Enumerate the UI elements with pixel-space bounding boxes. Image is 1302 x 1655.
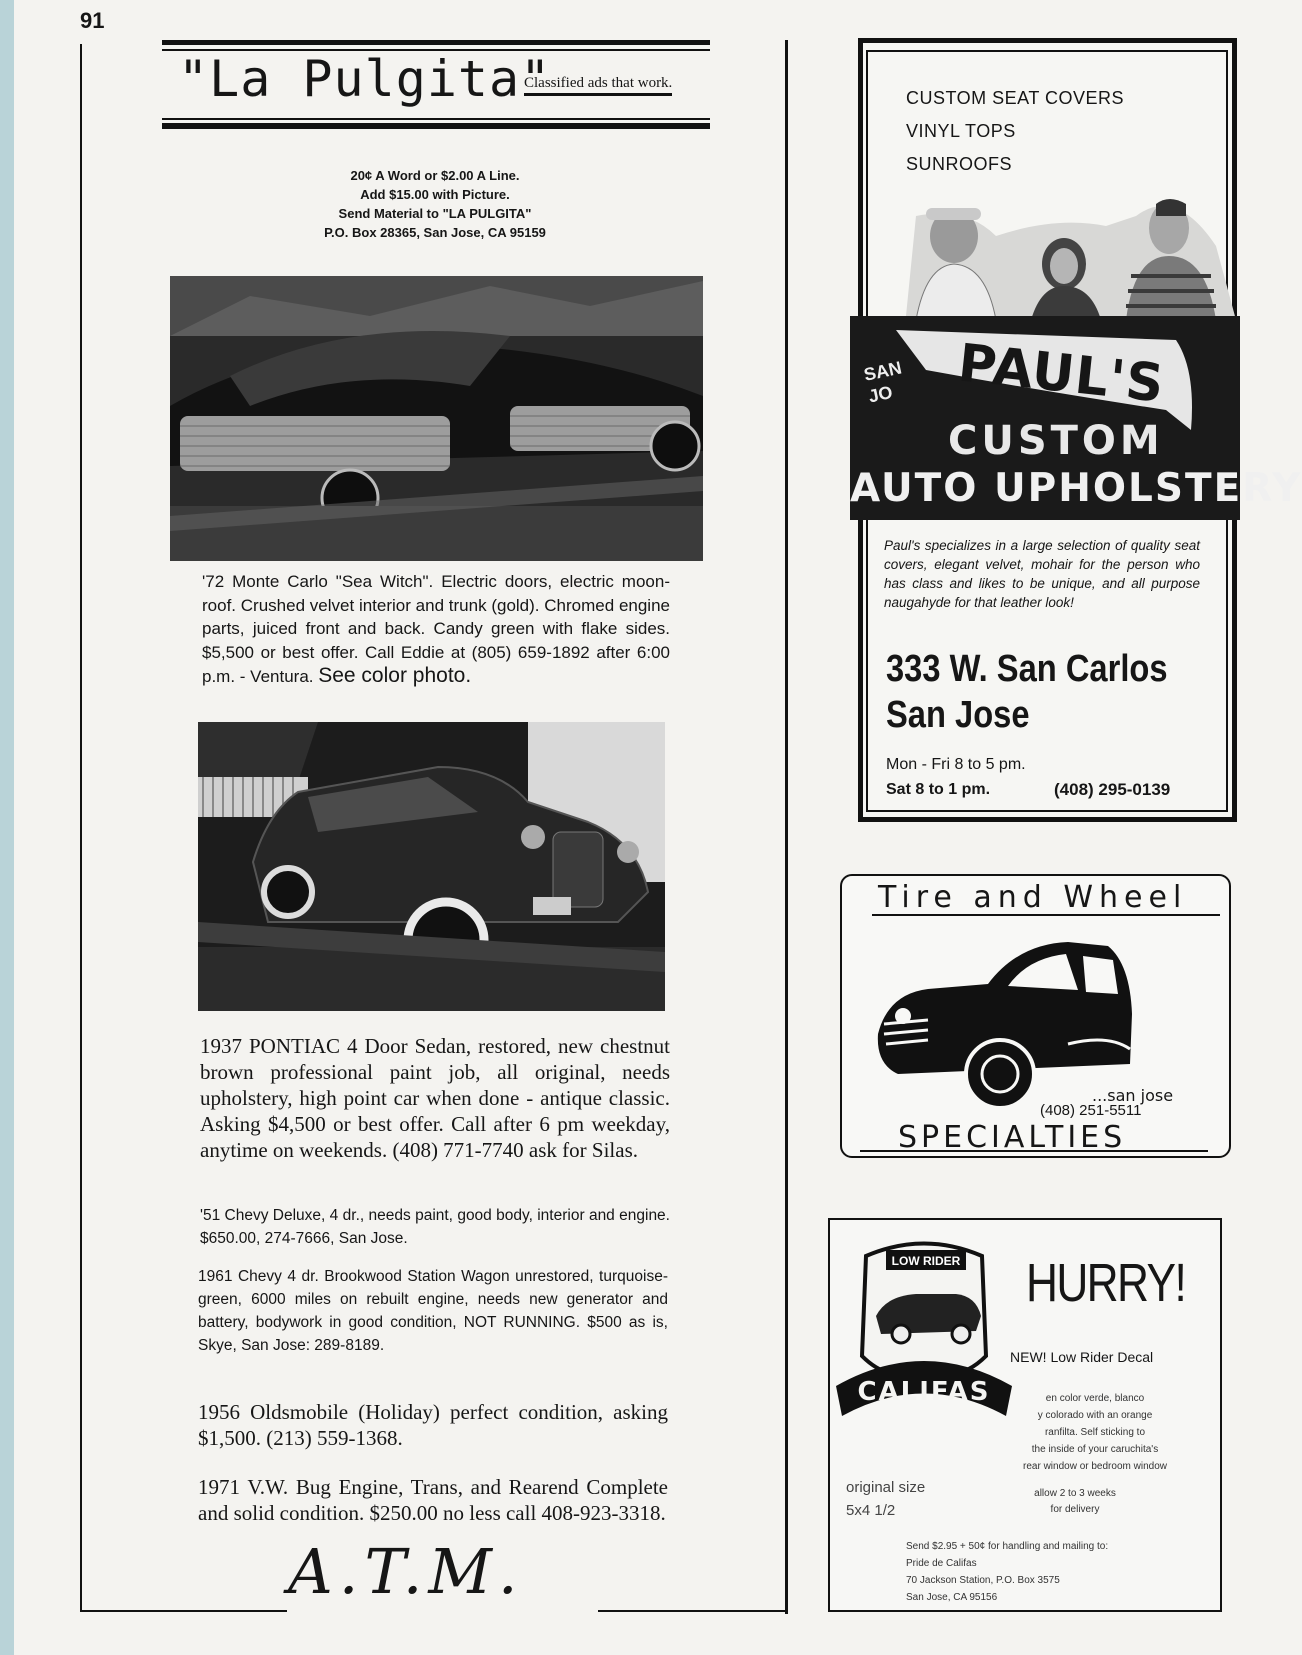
service-item: CUSTOM SEAT COVERS bbox=[906, 88, 1125, 108]
rate-line: Send Material to "LA PULGITA" bbox=[338, 206, 532, 221]
classifieds-tagline: Classified ads that work. bbox=[524, 75, 672, 96]
banner-auto-upholstery: AUTO UPHOLSTERY bbox=[850, 466, 1302, 511]
tire-wheel-specialties: SPECIALTIES bbox=[898, 1120, 1127, 1155]
ad-chevy-61: 1961 Chevy 4 dr. Brookwood Station Wagon unrestored, turquoise-green, 6000 miles on rebuilt engine, needs new generator and battery, bodywork in good condition, NOT RUNNING. $500 as is, Skye, San Jose: 289-8189. bbox=[198, 1268, 668, 1354]
header-rule-top bbox=[162, 40, 710, 45]
column-divider bbox=[785, 40, 788, 1614]
service-item: VINYL TOPS bbox=[906, 121, 1016, 141]
header-rule-bottom-thin bbox=[162, 118, 710, 120]
mailing-line: Send $2.95 + 50¢ for handling and mailing to: bbox=[906, 1541, 1109, 1552]
page-edge-strip bbox=[0, 0, 14, 1655]
pauls-phone: (408) 295-0139 bbox=[1054, 780, 1171, 799]
left-frame-rule bbox=[80, 44, 82, 1612]
tire-wheel-phone: (408) 251-5511 bbox=[1040, 1102, 1142, 1119]
rates-block bbox=[240, 166, 630, 242]
description-line: en color verde, blanco bbox=[1045, 1393, 1145, 1404]
pauls-staff-photo bbox=[906, 186, 1236, 320]
mailing-line: San Jose, CA 95156 bbox=[906, 1592, 998, 1603]
califas-subhead: NEW! Low Rider Decal bbox=[1010, 1349, 1154, 1365]
califas-badge-main: CALIFAS bbox=[857, 1377, 991, 1407]
ad-note: See color photo. bbox=[318, 664, 472, 687]
pauls-services bbox=[906, 82, 1124, 181]
monte-carlo-photo bbox=[170, 276, 703, 561]
page-number: 91 bbox=[80, 8, 105, 33]
service-item: SUNROOFS bbox=[906, 154, 1013, 174]
pontiac-photo bbox=[198, 722, 665, 1011]
bottom-frame-rule bbox=[598, 1610, 786, 1612]
pauls-address bbox=[886, 646, 1168, 738]
signature: A.T.M. bbox=[288, 1535, 524, 1608]
ad-text: '72 Monte Carlo "Sea Witch". Electric doors, electric moon-roof. Crushed velvet interior and trunk (gold). Chromed engine parts, juiced front and back. Candy green with flake sides. $5,500 or best offer. Call Eddie at (805) 659-1892 after 6:00 p.m. - Ventura. bbox=[202, 572, 670, 686]
rate-line: P.O. Box 28365, San Jose, CA 95159 bbox=[324, 225, 546, 240]
description-line: y colorado with an orange bbox=[1037, 1410, 1153, 1421]
size-label: original size bbox=[846, 1479, 926, 1496]
tire-wheel-title: Tire and Wheel bbox=[878, 880, 1188, 915]
califas-mailing bbox=[906, 1538, 1108, 1606]
description-line: rear window or bedroom window bbox=[1023, 1461, 1167, 1472]
delivery-line: for delivery bbox=[1050, 1504, 1100, 1515]
hours-saturday: Sat 8 to 1 pm. bbox=[886, 781, 991, 798]
califas-headline: HURRY! bbox=[1026, 1253, 1186, 1313]
ad-oldsmobile: 1956 Oldsmobile (Holiday) perfect condition, asking $1,500. (213) 559-1368. bbox=[198, 1400, 668, 1450]
califas-badge-top: LOW RIDER bbox=[891, 1254, 961, 1268]
address-line: San Jose bbox=[886, 694, 1030, 736]
address-line: 333 W. San Carlos bbox=[886, 648, 1168, 690]
califas-original-size bbox=[846, 1476, 925, 1522]
size-value: 5x4 1/2 bbox=[846, 1502, 896, 1519]
banner-san: SAN bbox=[862, 357, 904, 385]
ad-monte-carlo bbox=[202, 570, 670, 689]
tire-wheel-city: ...san jose bbox=[1092, 1086, 1174, 1105]
banner-jo: JO bbox=[866, 381, 895, 407]
mailing-line: Pride de Califas bbox=[906, 1558, 977, 1569]
pauls-hours bbox=[886, 752, 1026, 802]
delivery-line: allow 2 to 3 weeks bbox=[1034, 1488, 1116, 1499]
pauls-banner bbox=[850, 316, 1302, 520]
ad-pontiac: 1937 PONTIAC 4 Door Sedan, restored, new chestnut brown professional paint job, all original, needs upholstery, high point car when done - antique classic. Asking $4,500 or best offer. Call after 6 pm weekday, anytime on weekends. (408) 771-7740 ask for Silas. bbox=[200, 1034, 670, 1162]
banner-custom: CUSTOM bbox=[948, 418, 1164, 464]
banner-name: PAUL'S bbox=[955, 333, 1168, 415]
bottom-frame-rule bbox=[80, 1610, 287, 1612]
hours-weekday: Mon - Fri 8 to 5 pm. bbox=[886, 756, 1026, 773]
ad-chevy-51: '51 Chevy Deluxe, 4 dr., needs paint, good body, interior and engine. $650.00, 274-7666, San Jose. bbox=[200, 1207, 670, 1247]
description-line: the inside of your caruchita's bbox=[1031, 1444, 1159, 1455]
header-rule-bottom bbox=[162, 123, 710, 129]
ad-vw-engine: 1971 V.W. Bug Engine, Trans, and Rearend Complete and solid condition. $250.00 no less call 408-923-3318. bbox=[198, 1475, 668, 1525]
rate-line: Add $15.00 with Picture. bbox=[360, 187, 510, 202]
mailing-line: 70 Jackson Station, P.O. Box 3575 bbox=[906, 1575, 1060, 1586]
rate-line: 20¢ A Word or $2.00 A Line. bbox=[350, 168, 520, 183]
classifieds-title: "La Pulgita" bbox=[178, 50, 552, 108]
califas-delivery bbox=[1000, 1486, 1150, 1518]
pauls-description: Paul's specializes in a large selection of quality seat covers, elegant velvet, mohair for the person who has class and likes to be unique, and all purpose naugahyde for that leather look! bbox=[884, 538, 1200, 610]
description-line: ranfilta. Self sticking to bbox=[1044, 1427, 1146, 1438]
califas-description bbox=[980, 1390, 1210, 1475]
